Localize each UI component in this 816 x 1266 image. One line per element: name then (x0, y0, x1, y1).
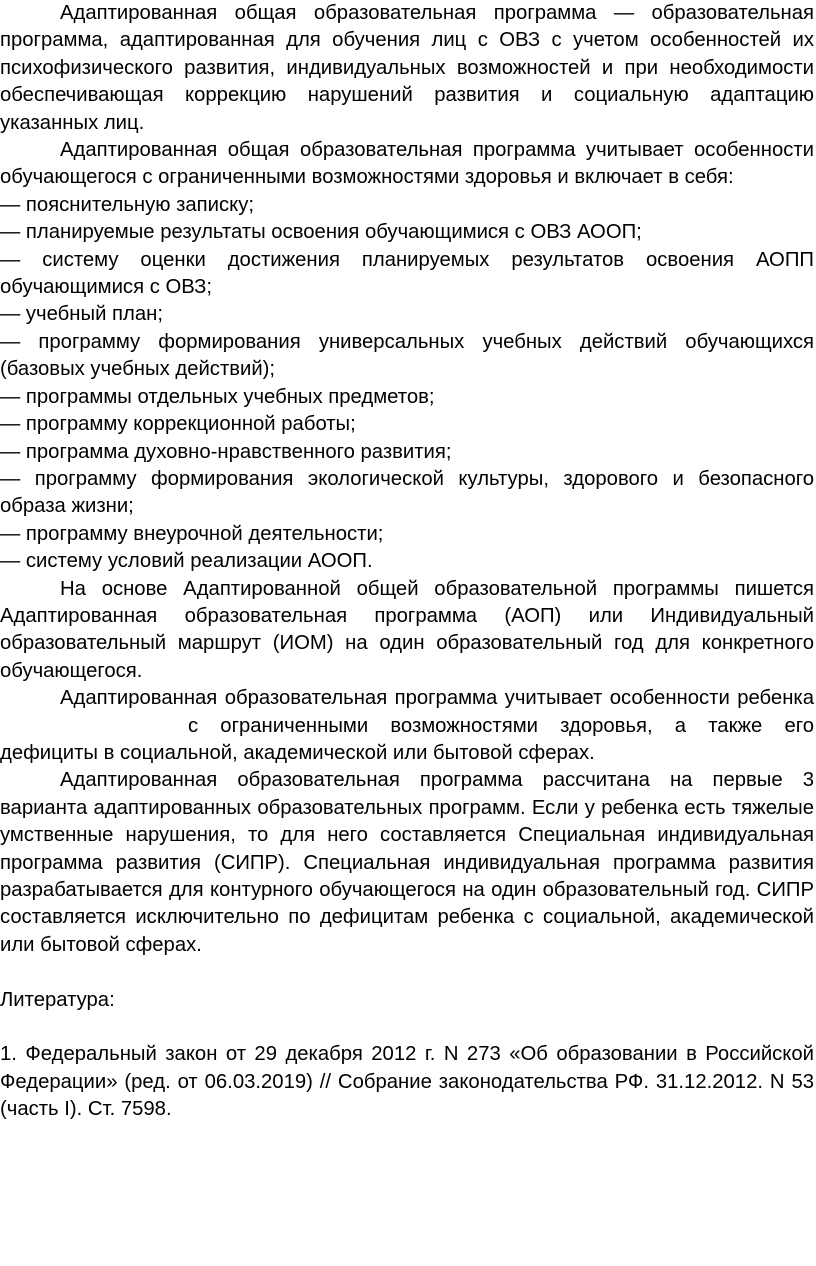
paragraph-definition: Адаптированная общая образовательная программа — образовательная программа, адаптированная для обучения лиц с ОВЗ с учетом особенностей их психофизического развития, индивидуальных возможностей и при необходимости обеспечивающая коррекцию нарушений развития и социальную адаптацию указанных лиц. (0, 2, 814, 134)
list-item: — систему условий реализации АООП. (0, 550, 373, 573)
blank-line (0, 959, 814, 986)
literature-title: Литература: (0, 988, 115, 1011)
paragraph-aop-basis: На основе Адаптированной общей образовательной программы пишется Адаптированная образовательная программа (АОП) или Индивидуальный образовательный маршрут (ИОМ) на один образовательный год для конкретного обучающегося. (0, 577, 814, 682)
list-item: — программу коррекционной работы; (0, 413, 356, 436)
paragraph-aop-features (0, 685, 814, 767)
list-item: — планируемые результаты освоения обучающимися с ОВЗ АООП; (0, 221, 642, 244)
paragraph-aop-features-start: Адаптированная образовательная программа учитывает особенности ребенка (60, 687, 814, 710)
list-item: — программы отдельных учебных предметов; (0, 385, 435, 408)
paragraph-sipr: Адаптированная образовательная программа рассчитана на первые 3 варианта адаптированных образовательных программ. Если у ребенка есть тяжелые умственные нарушения, то для него составляется Специальная индивидуальная программа развития (СИПР). Специальная индивидуальная программа развития разрабатывается для контурного обучающегося на один образовательный год. СИПР составляется исключительно по дефицитам ребенка с социальной, академической или бытовой сферах. (0, 769, 814, 956)
program-contents-list (0, 192, 814, 576)
list-item: — пояснительную записку; (0, 193, 254, 216)
list-item: — систему оценки достижения планируемых результатов освоения АОПП обучающимися с ОВЗ; (0, 248, 814, 299)
paragraph-program-contents-intro: Адаптированная общая образовательная программа учитывает особенности обучающегося с ограниченными возможностями здоровья и включает в себя: (0, 139, 814, 189)
list-item: — программа духовно-нравственного развития; (0, 440, 452, 463)
list-item: — программу формирования экологической культуры, здорового и безопасного образа жизни; (0, 467, 814, 518)
paragraph-aop-features-end: с ограниченными возможностями здоровья, а также его дефициты в социальной, академической или бытовой сферах. (0, 714, 814, 764)
list-item: — учебный план; (0, 303, 163, 326)
list-item: — программу внеурочной деятельности; (0, 522, 384, 545)
literature-item: 1. Федеральный закон от 29 декабря 2012 г. N 273 «Об образовании в Российской Федерации» (ред. от 06.03.2019) // Собрание законодательства РФ. 31.12.2012. N 53 (часть I). Ст. 7598. (0, 1043, 814, 1121)
blank-line (0, 1014, 814, 1041)
list-item: — программу формирования универсальных учебных действий обучающихся (базовых учебных действий); (0, 330, 814, 381)
